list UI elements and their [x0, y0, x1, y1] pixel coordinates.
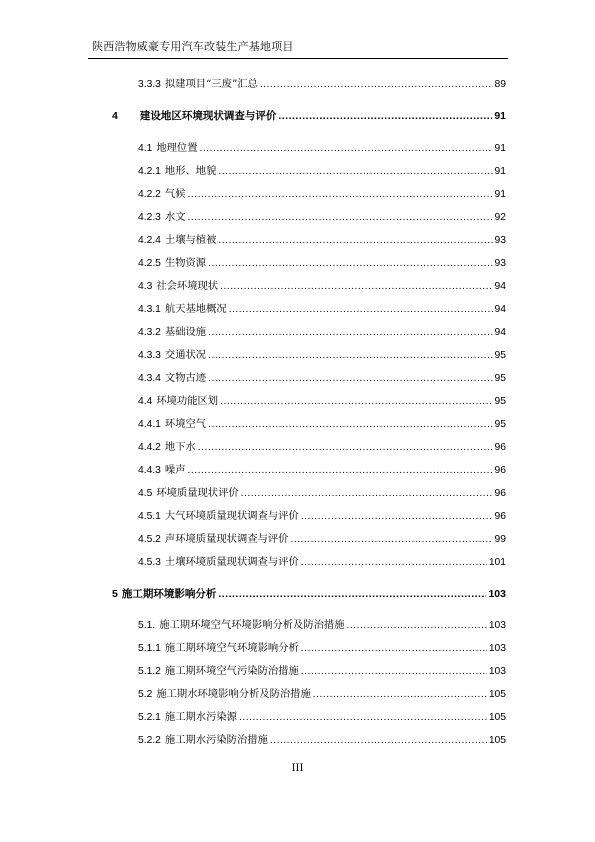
- toc-entry-number: 5.2: [138, 689, 153, 700]
- toc-entry-title: 基础设施: [164, 326, 207, 338]
- toc-leader-dots: [218, 165, 492, 178]
- toc-entry: [138, 395, 506, 408]
- toc-entry: [138, 280, 506, 293]
- toc-entry-title: 地理位置: [156, 142, 198, 154]
- toc-entry: [138, 211, 506, 224]
- toc-entry: [138, 188, 506, 201]
- toc-entry-title: 噪声: [164, 464, 186, 476]
- toc-entry: [138, 510, 506, 523]
- toc-entry: [138, 734, 506, 747]
- toc-entry-number: 4.2.3: [138, 212, 161, 223]
- toc-entry-title: 施工期水环境影响分析及防治措施: [156, 688, 311, 700]
- toc-entry-page: 94: [494, 327, 506, 338]
- toc-entry-number: 4.5.3: [138, 557, 161, 568]
- toc-entry-number: 4.3.1: [138, 304, 161, 315]
- toc-entry-number: 4.3.3: [138, 350, 161, 361]
- toc-entry: [138, 349, 506, 362]
- toc-entry: [138, 665, 506, 678]
- toc-entry-number: 4.3.2: [138, 327, 161, 338]
- toc-entry-title: 生物资源: [164, 257, 207, 269]
- toc-entry: [138, 464, 506, 477]
- toc-leader-dots: [200, 142, 493, 155]
- toc-entry-title: 环境功能区划: [156, 395, 219, 407]
- toc-entry-number: 4.2.4: [138, 235, 161, 246]
- toc-entry-page: 99: [494, 534, 506, 545]
- toc-entry-page: 103: [488, 666, 506, 677]
- toc-entry-page: 95: [494, 350, 506, 361]
- toc-entry: [138, 711, 506, 724]
- toc-leader-dots: [208, 326, 492, 339]
- toc-entry-page: 95: [494, 373, 506, 384]
- toc-entry-number: 4.4.2: [138, 442, 161, 453]
- toc-entry-page: 96: [494, 511, 506, 522]
- toc-entry-number: 4.1: [138, 143, 153, 154]
- toc-leader-dots: [220, 280, 492, 293]
- toc-entry: [138, 642, 506, 655]
- toc-entry: [138, 303, 506, 316]
- toc-entry-title: 施工期水污染源: [164, 711, 237, 723]
- toc-leader-dots: [220, 395, 492, 408]
- toc-entry-page: 105: [488, 689, 506, 700]
- toc-leader-dots: [198, 441, 493, 454]
- toc-entry-title: 环境空气: [164, 418, 207, 430]
- toc-entry-page: 96: [494, 465, 506, 476]
- toc-leader-dots: [218, 234, 492, 247]
- toc-entry-title: 气候: [164, 188, 186, 200]
- toc-entry-title: 环境质量现状评价: [156, 487, 239, 499]
- toc-entry-title: 地下水: [164, 441, 196, 453]
- toc-leader-dots: [347, 619, 487, 632]
- toc-leader-dots: [188, 211, 493, 224]
- toc-entry-title: 水文: [164, 211, 186, 223]
- toc-entry-page: 101: [488, 557, 506, 568]
- toc-leader-dots: [278, 110, 492, 123]
- toc-entry-page: 103: [488, 620, 506, 631]
- toc-leader-dots: [260, 78, 493, 91]
- toc-chapter-entry: [112, 110, 506, 123]
- toc-entry-page: 103: [488, 643, 506, 654]
- toc-entry-number: 4.3: [138, 281, 153, 292]
- page-number: III: [291, 763, 304, 774]
- toc-entry-title: 声环境质量现状调查与评价: [164, 533, 289, 545]
- toc-entry: [138, 619, 506, 632]
- toc-entry-number: 4.5.2: [138, 534, 161, 545]
- toc-entry: [138, 418, 506, 431]
- toc-entry-number: 4.2.5: [138, 258, 161, 269]
- toc-entry-title: 施工期环境空气环境影响分析及防治措施: [159, 619, 345, 631]
- toc-leader-dots: [208, 257, 492, 270]
- toc-entry: [138, 372, 506, 385]
- toc-entry-page: 91: [494, 143, 506, 154]
- toc-leader-dots: [229, 303, 493, 316]
- toc-entry-page: 105: [488, 735, 506, 746]
- toc-entry-page: 91: [494, 189, 506, 200]
- toc-entry-page: 89: [494, 79, 506, 90]
- toc-leader-dots: [301, 642, 487, 655]
- toc-entry: [138, 441, 506, 454]
- toc-leader-dots: [313, 688, 487, 701]
- toc-entry-number: 3.3.3: [138, 79, 161, 90]
- toc-entry: [138, 257, 506, 270]
- toc-entry: [138, 688, 506, 701]
- toc-entry-number: 5.2.2: [138, 735, 161, 746]
- toc-entry-number: 4.4.1: [138, 419, 161, 430]
- toc-entry-number: 5.2.1: [138, 712, 161, 723]
- toc-entry-page: 105: [488, 712, 506, 723]
- toc-entry-title: 施工期环境空气污染防治措施: [164, 665, 299, 677]
- toc-entry: [138, 142, 506, 155]
- toc-leader-dots: [188, 464, 493, 477]
- toc-entry-page: 94: [494, 281, 506, 292]
- toc-entry-title: 文物古迹: [164, 372, 207, 384]
- toc-entry-number: 5.1.2: [138, 666, 161, 677]
- toc-entry: [138, 556, 506, 569]
- toc-entry-title: 航天基地概况: [164, 303, 227, 315]
- toc-entry-page: 96: [494, 488, 506, 499]
- toc-leader-dots: [241, 487, 493, 500]
- toc-entry-number: 5.1.1: [138, 643, 161, 654]
- toc-entry-page: 91: [494, 166, 506, 177]
- toc-entry-title: 施工期环境影响分析: [121, 588, 217, 600]
- toc-entry: [138, 78, 506, 91]
- toc-entry-page: 95: [494, 396, 506, 407]
- toc-leader-dots: [290, 533, 492, 546]
- toc-leader-dots: [270, 734, 487, 747]
- toc-leader-dots: [208, 372, 492, 385]
- toc-entry-title: 地形、地貌: [164, 165, 217, 177]
- toc-entry: [138, 165, 506, 178]
- toc-entry-title: 社会环境现状: [156, 280, 219, 292]
- toc-entry-number: 4.3.4: [138, 373, 161, 384]
- toc-entry-page: 93: [494, 235, 506, 246]
- toc-leader-dots: [188, 188, 493, 201]
- toc-entry-number: 5.1.: [138, 620, 156, 631]
- toc-entry-page: 96: [494, 442, 506, 453]
- toc-entry-page: 95: [494, 419, 506, 430]
- toc-leader-dots: [301, 556, 487, 569]
- toc-chapter-entry: [112, 588, 506, 601]
- toc-entry-number: 4: [112, 110, 118, 122]
- toc-entry-number: 4.2.1: [138, 166, 161, 177]
- toc-entry-title: 土壤与植被: [164, 234, 217, 246]
- toc-leader-dots: [208, 418, 492, 431]
- toc-entry-number: 4.2.2: [138, 189, 161, 200]
- toc-entry-page: 103: [488, 588, 506, 600]
- toc-entry-number: 4.5: [138, 488, 153, 499]
- toc-entry-number: 4.4: [138, 396, 153, 407]
- toc-leader-dots: [301, 510, 493, 523]
- toc-entry-number: 4.5.1: [138, 511, 161, 522]
- toc-leader-dots: [218, 588, 486, 601]
- toc-entry: [138, 234, 506, 247]
- running-header: 陕西浩物威豪专用汽车改装生产基地项目: [92, 40, 294, 53]
- toc-leader-dots: [239, 711, 487, 724]
- toc-entry-title: 拟建项目“三废”汇总: [164, 78, 258, 90]
- toc-entry: [138, 487, 506, 500]
- toc-entry-number: 5: [112, 588, 118, 600]
- toc-entry-title: 土壤环境质量现状调查与评价: [164, 556, 299, 568]
- toc-entry-title: 大气环境质量现状调查与评价: [164, 510, 299, 522]
- toc-entry: [138, 533, 506, 546]
- toc-entry: [138, 326, 506, 339]
- toc-leader-dots: [208, 349, 492, 362]
- toc-entry-title: 施工期环境空气环境影响分析: [164, 642, 299, 654]
- toc-entry-page: 91: [494, 110, 506, 122]
- toc-entry-title: 施工期水污染防治措施: [164, 734, 268, 746]
- toc-entry-title: 交通状况: [164, 349, 207, 361]
- toc-entry-page: 92: [494, 212, 506, 223]
- toc-entry-number: 4.4.3: [138, 465, 161, 476]
- toc-entry-page: 93: [494, 258, 506, 269]
- toc-entry-page: 94: [494, 304, 506, 315]
- toc-entry-title: 建设地区环境现状调查与评价: [139, 110, 277, 122]
- toc-leader-dots: [301, 665, 487, 678]
